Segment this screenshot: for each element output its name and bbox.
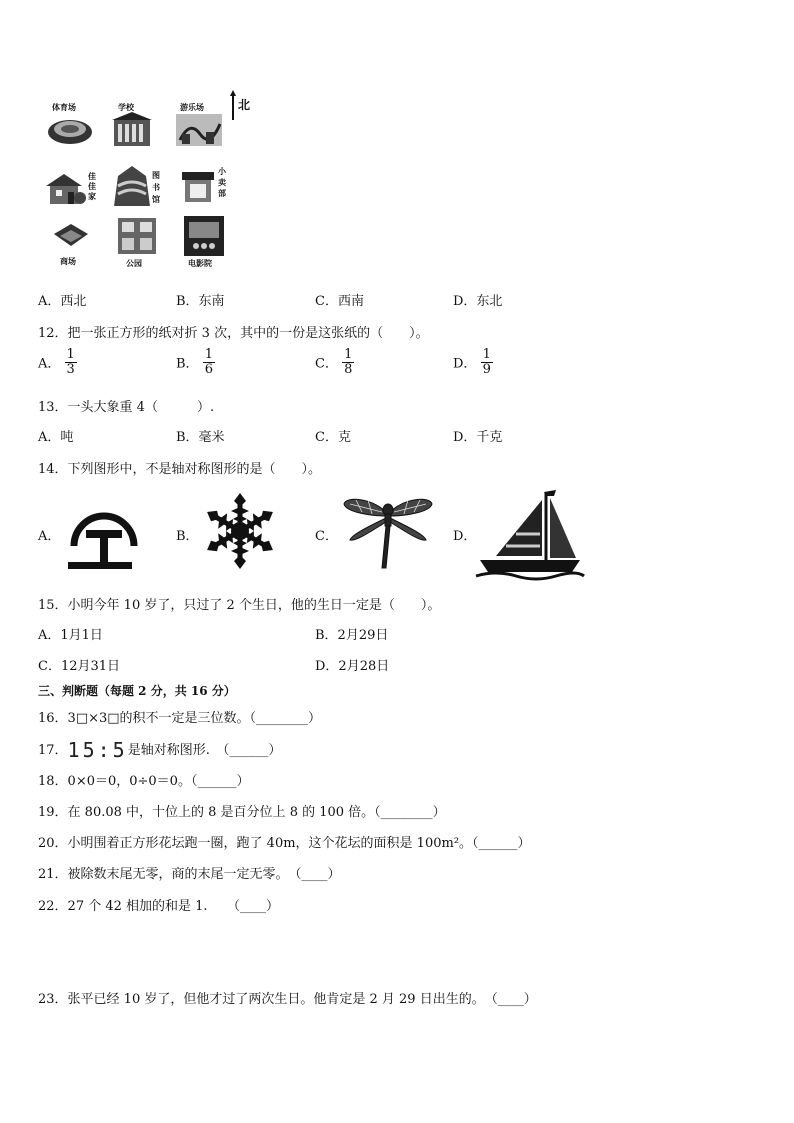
option-letter: B． (176, 356, 199, 372)
q13-text: 13．一头大象重 4（ ）. (38, 400, 215, 415)
dragonfly-icon[interactable] (342, 494, 434, 572)
place-label: 游乐场 (180, 103, 204, 112)
q14-option-b-label[interactable]: B． (176, 529, 199, 544)
digital-display: 15:5 (67, 738, 128, 762)
q11-option-c[interactable]: C．西南 (315, 294, 364, 309)
library-icon (112, 166, 152, 210)
q15-option-c[interactable]: C．12月31日 (38, 659, 121, 674)
q15-option-d[interactable]: D．2月28日 (315, 659, 390, 674)
q17-number: 17． (38, 743, 68, 758)
q11-option-b[interactable]: B．东南 (176, 294, 225, 309)
fraction (203, 348, 215, 376)
q14-text: 14．下列图形中，不是轴对称图形的是（ ）。 (38, 462, 322, 477)
fraction (65, 348, 77, 376)
subway-logo-icon[interactable] (66, 494, 142, 574)
q20-text: 20．小明围着正方形花坛跑一圈，跑了 40m，这个花坛的面积是 100m²。（______） (38, 836, 531, 851)
q13-option-c[interactable]: C．克 (315, 430, 351, 445)
q22-text: 22．27 个 42 相加的和是 1. （____） (38, 899, 280, 914)
denominator: 3 (66, 361, 75, 377)
q12-option-a[interactable] (38, 348, 77, 376)
stadium-icon (46, 114, 94, 146)
place-label: 小卖部 (218, 167, 226, 198)
place-label: 佳佳家 (88, 172, 96, 201)
q11-option-d[interactable]: D．东北 (453, 294, 503, 309)
playground-icon (176, 114, 222, 146)
q19-text: 19．在 80.08 中，十位上的 8 是百分位上 8 的 100 倍。（________） (38, 805, 446, 820)
snowflake-icon[interactable] (202, 492, 278, 570)
place-label: 电影院 (188, 259, 212, 268)
denominator: 6 (204, 361, 213, 377)
q15-text: 15．小明今年 10 岁了，只过了 2 个生日，他的生日一定是（ ）。 (38, 598, 441, 613)
option-letter: D． (453, 356, 477, 372)
q16-text: 16．3□×3□的积不一定是三位数。（________） (38, 711, 322, 726)
park-icon (118, 218, 156, 254)
section-title: 三、判断题（每题 2 分，共 16 分） (38, 684, 236, 698)
q17-rest: 是轴对称图形. （______） (127, 743, 282, 758)
mall-icon (52, 222, 90, 250)
q13-option-a[interactable]: A．吨 (38, 430, 74, 445)
q14-option-a-label[interactable]: A． (38, 529, 61, 544)
q13-option-b[interactable]: B．毫米 (176, 430, 225, 445)
place-label: 商场 (60, 257, 76, 266)
shop-icon (182, 170, 214, 204)
numerator: 1 (204, 347, 213, 362)
numerator: 1 (482, 347, 491, 362)
place-label: 学校 (118, 103, 134, 112)
q14-option-c-label[interactable]: C． (315, 529, 338, 544)
q11-option-a[interactable]: A．西北 (38, 294, 87, 309)
numerator: 1 (344, 347, 353, 362)
north-label: 北 (238, 98, 251, 112)
option-letter: A． (38, 356, 61, 372)
q12-text: 12．把一张正方形的纸对折 3 次，其中的一份是这张纸的（ ）。 (38, 326, 429, 341)
place-label: 体育场 (52, 103, 76, 112)
option-letter: C． (315, 356, 338, 372)
q18-text: 18．0×0＝0，0÷0＝0。（______） (38, 774, 250, 789)
q12-option-c[interactable] (315, 348, 354, 376)
sailboat-icon[interactable] (476, 486, 584, 580)
q23-text: 23．张平已经 10 岁了，但他才过了两次生日。他肯定是 2 月 29 日出生的。 （____） (38, 992, 537, 1007)
numerator: 1 (66, 347, 75, 362)
q15-option-a[interactable]: A．1月1日 (38, 628, 103, 643)
school-icon (112, 112, 152, 148)
q17-text (38, 738, 281, 762)
q12-option-b[interactable] (176, 348, 215, 376)
q21-text: 21．被除数末尾无零，商的末尾一定无零。 （____） (38, 867, 341, 882)
q14-option-d-label[interactable]: D． (453, 529, 477, 544)
place-label: 图书馆 (152, 171, 160, 204)
home-icon (42, 172, 86, 206)
q13-option-d[interactable]: D．千克 (453, 430, 503, 445)
fraction (342, 348, 354, 376)
north-arrow-icon (230, 90, 236, 120)
fraction (481, 348, 493, 376)
q12-option-d[interactable] (453, 348, 493, 376)
place-label: 公园 (126, 259, 142, 268)
denominator: 9 (482, 361, 491, 377)
q15-option-b[interactable]: B．2月29日 (315, 628, 389, 643)
denominator: 8 (344, 361, 353, 377)
cinema-icon (184, 216, 224, 256)
